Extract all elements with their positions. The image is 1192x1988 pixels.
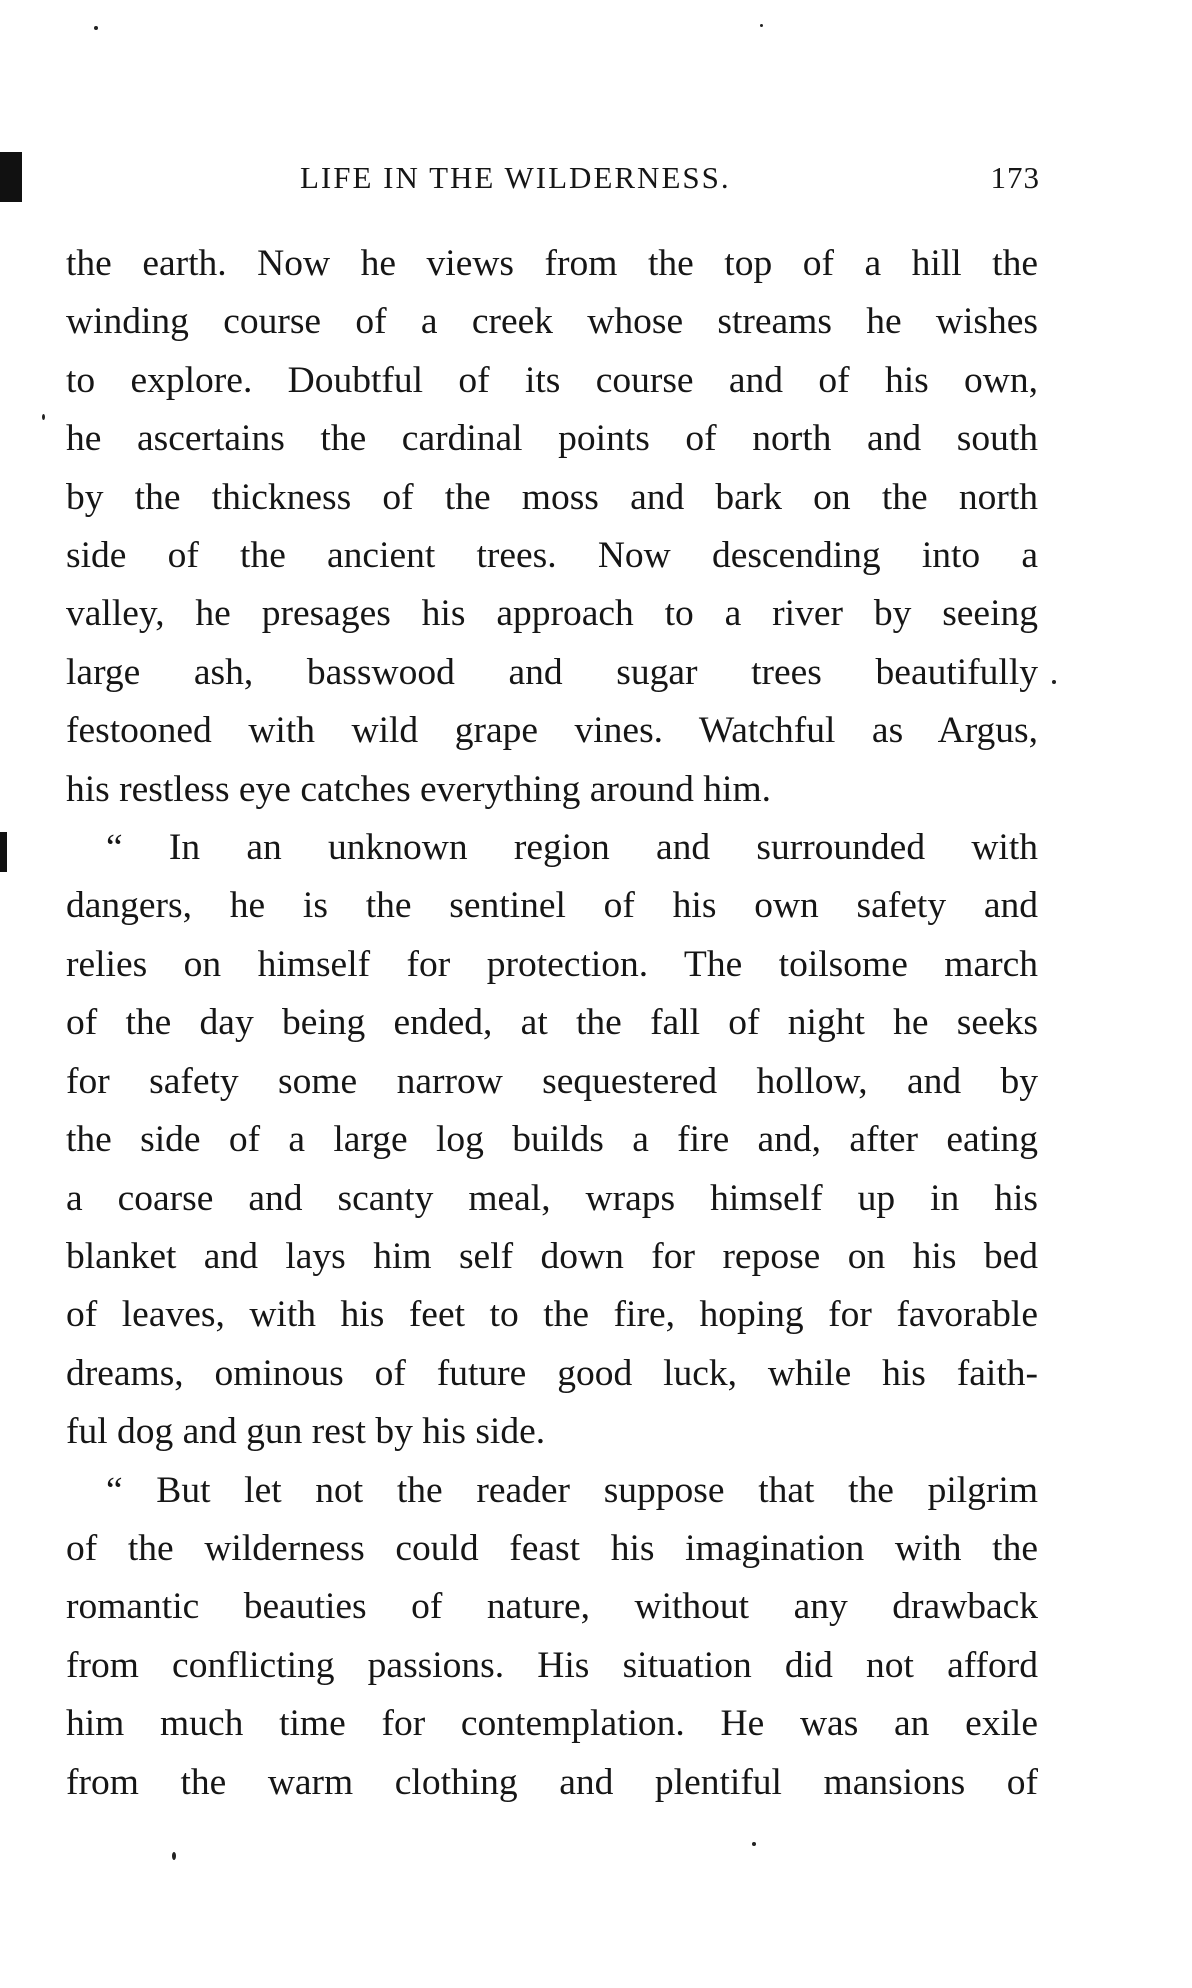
text-line: a coarse and scanty meal, wraps himself up in his (66, 1177, 1038, 1219)
text-line: winding course of a creek whose streams he wishes (66, 301, 1038, 343)
running-head (300, 160, 1040, 204)
text-line: relies on himself for protection. The toilsome march (66, 943, 1038, 985)
text-line: ful dog and gun rest by his side. (66, 1411, 546, 1453)
text-line: “ But let not the reader suppose that the pilgrim (106, 1469, 1038, 1511)
scan-speck (172, 1852, 176, 1860)
scan-speck (1052, 680, 1056, 684)
text-line: he ascertains the cardinal points of north and south (66, 418, 1038, 460)
text-line: of the day being ended, at the fall of night he seeks (66, 1002, 1038, 1044)
text-line: his restless eye catches everything around him. (66, 768, 771, 810)
text-line: dangers, he is the sentinel of his own safety and (66, 885, 1038, 927)
text-line: from the warm clothing and plentiful mansions of (66, 1761, 1038, 1803)
paragraph (66, 235, 1038, 819)
text-line: the earth. Now he views from the top of a hill the (66, 243, 1038, 284)
text-line: to explore. Doubtful of its course and of his own, (66, 359, 1038, 401)
paragraph (66, 819, 1038, 1461)
page-number: 173 (990, 160, 1040, 195)
text-line: blanket and lays him self down for repose on his bed (66, 1235, 1038, 1277)
scan-speck (42, 414, 45, 420)
paragraph (66, 1462, 1038, 1812)
text-line: valley, he presages his approach to a river by seeing (66, 593, 1038, 635)
text-line: the side of a large log builds a fire and, after eating (66, 1119, 1038, 1161)
text-line: festooned with wild grape vines. Watchful as Argus, (66, 710, 1038, 752)
text-line: side of the ancient trees. Now descending into a (66, 535, 1038, 577)
scan-edge-mark-middle (0, 832, 7, 872)
text-line: “ In an unknown region and surrounded with (106, 827, 1038, 869)
text-line: him much time for contemplation. He was an exile (66, 1703, 1038, 1745)
text-line: of leaves, with his feet to the fire, hoping for favorable (66, 1294, 1038, 1336)
scan-speck (94, 26, 98, 30)
text-line: for safety some narrow sequestered hollow, and by (66, 1060, 1038, 1102)
text-line: romantic beauties of nature, without any drawback (66, 1586, 1038, 1628)
text-line: large ash, basswood and sugar trees beautifully (66, 651, 1038, 693)
text-line: from conflicting passions. His situation did not afford (66, 1644, 1038, 1686)
scan-edge-mark-top (0, 152, 22, 202)
scan-speck (760, 24, 763, 27)
body-text (66, 235, 1038, 1812)
scan-speck (752, 1842, 756, 1846)
running-head-title: LIFE IN THE WILDERNESS. (300, 160, 731, 195)
text-line: by the thickness of the moss and bark on the north (66, 476, 1038, 518)
text-line: dreams, ominous of future good luck, while his faith- (66, 1352, 1038, 1394)
text-line: of the wilderness could feast his imagination with the (66, 1527, 1038, 1569)
